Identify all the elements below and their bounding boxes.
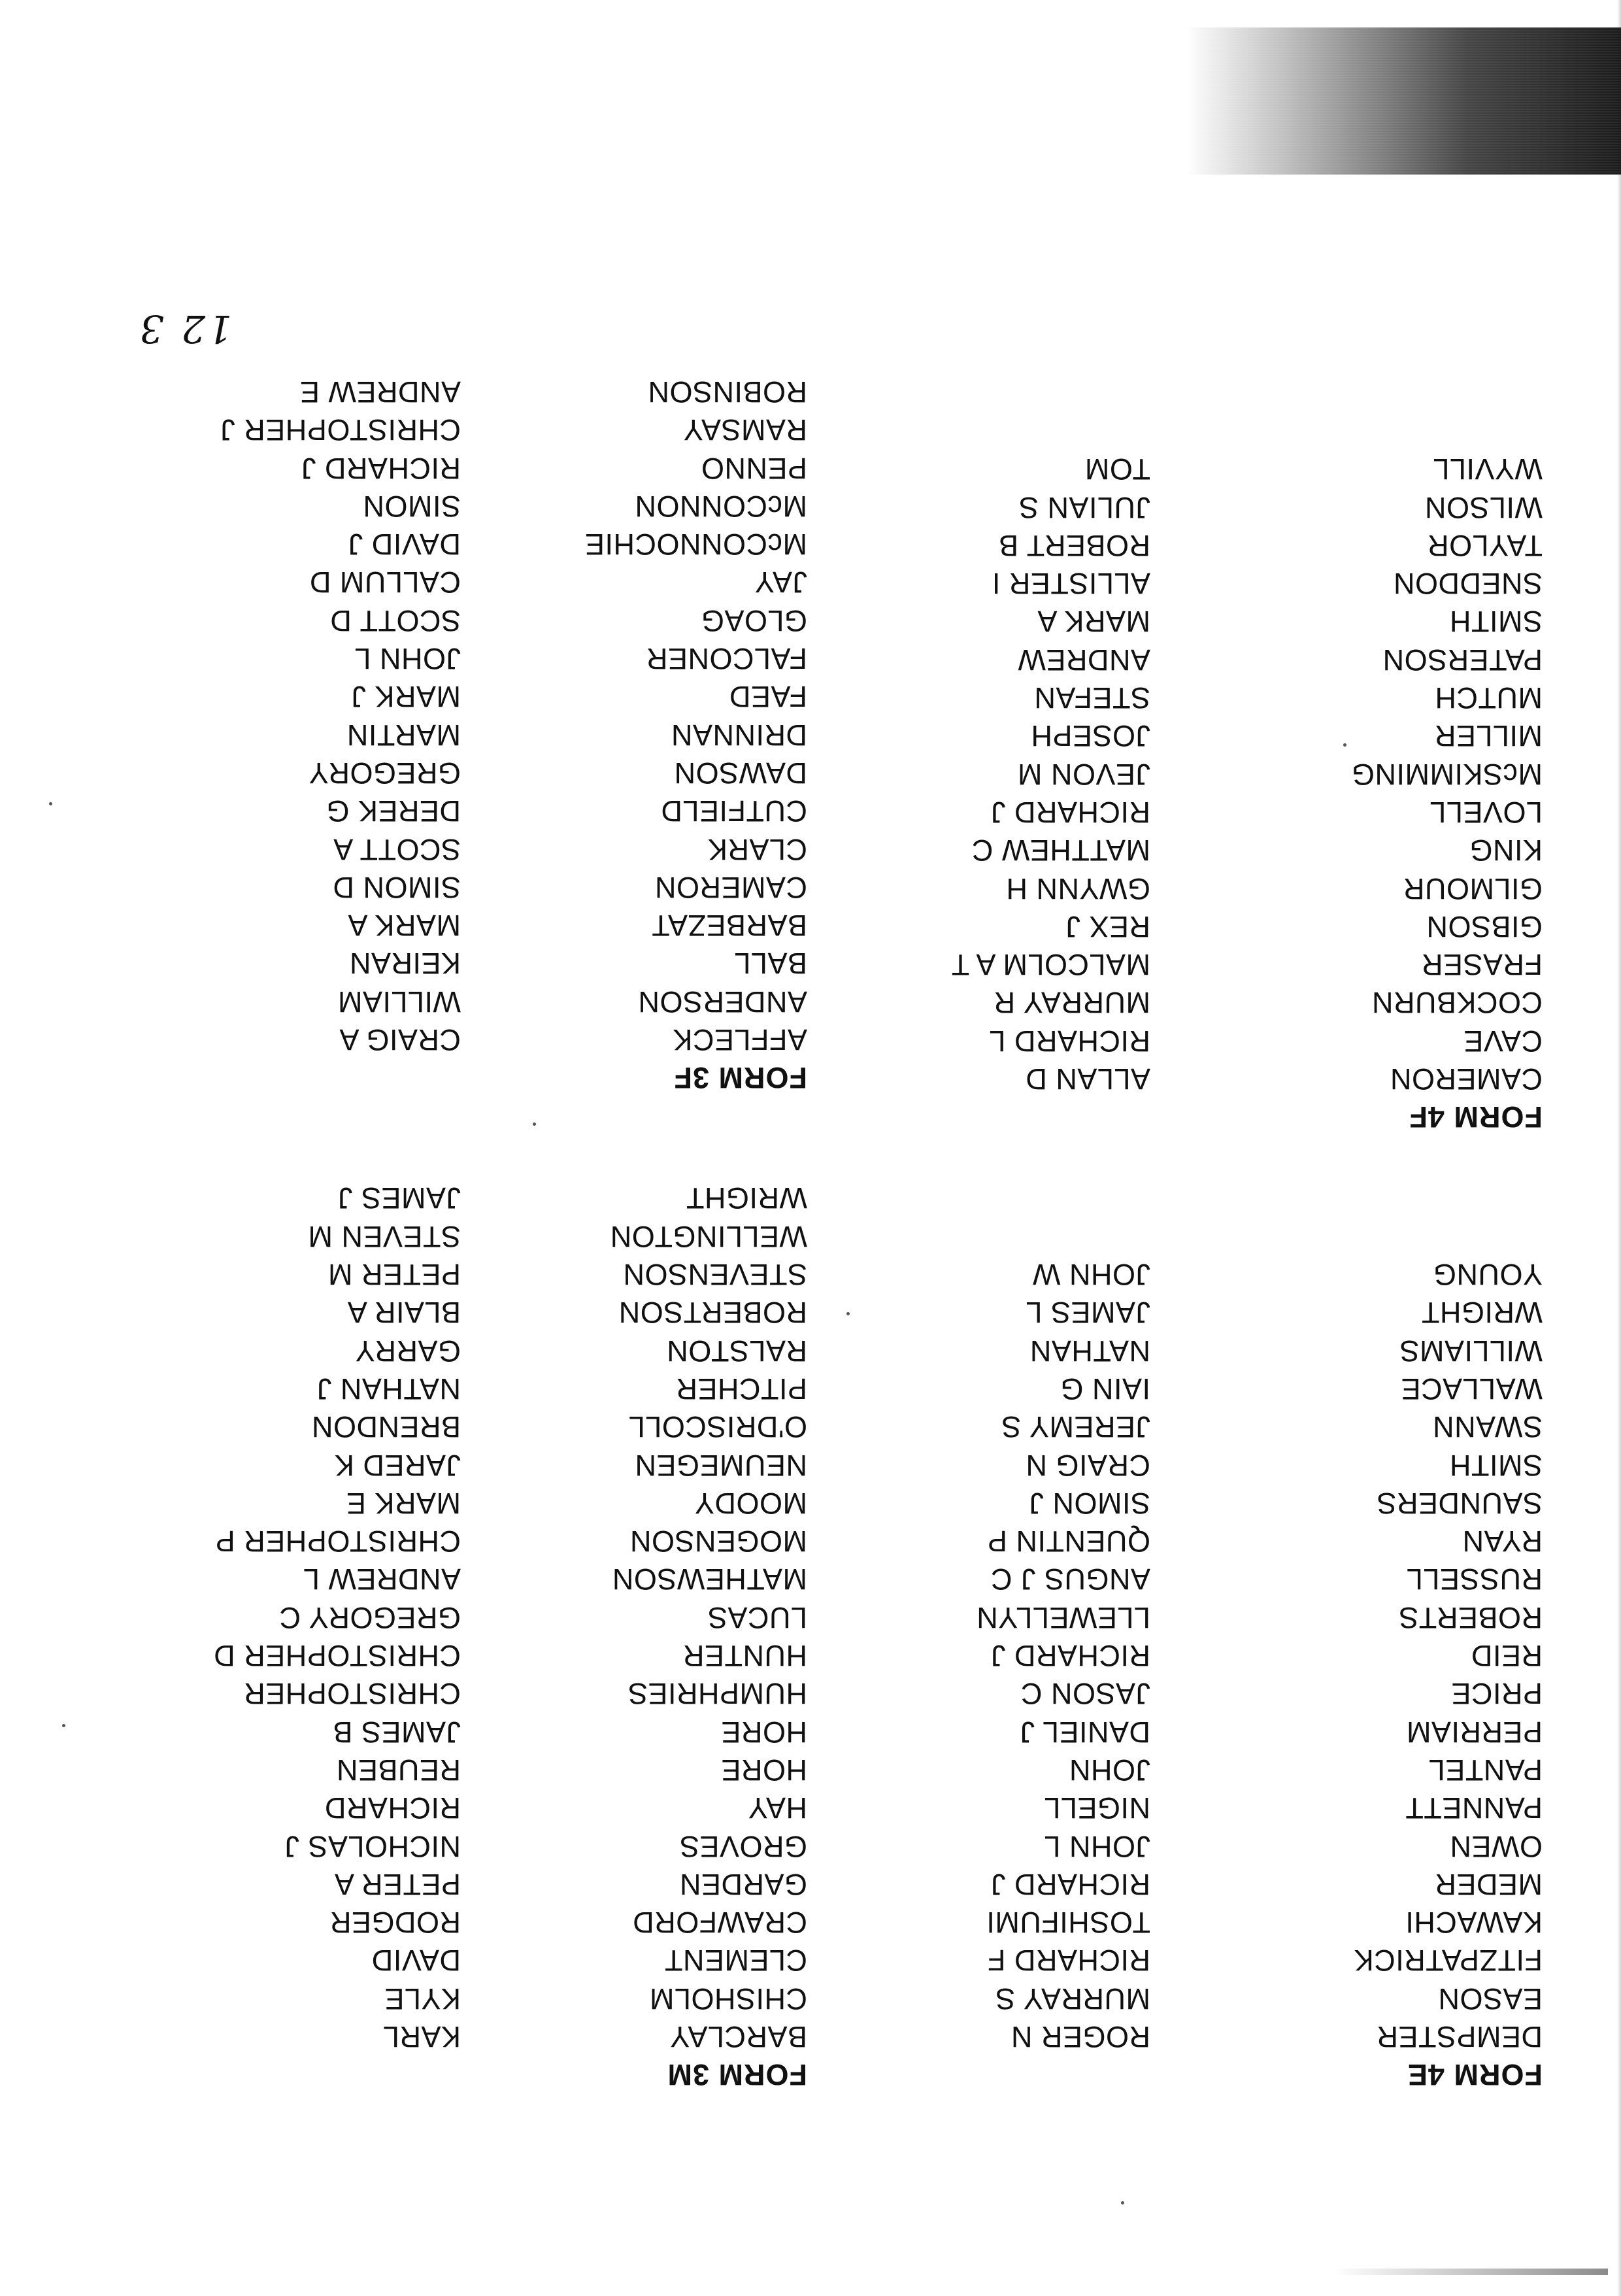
- list-item: HORE: [720, 1715, 807, 1749]
- list-item: RODGER: [329, 1906, 461, 1940]
- first-name-list: [951, 450, 1150, 1098]
- list-item: McCONNON: [635, 489, 807, 523]
- list-item: WILLIAM: [337, 985, 461, 1019]
- list-item: WRIGHT: [686, 1181, 807, 1215]
- list-item: DRINNAN: [671, 718, 807, 752]
- list-item: LUCAS: [707, 1600, 807, 1634]
- list-item: TOM: [1084, 452, 1150, 486]
- list-item: GIBSON: [1426, 909, 1543, 943]
- list-item: CAMERON: [1390, 1062, 1543, 1096]
- list-item: DAVID J: [348, 528, 461, 562]
- list-item: MEDER: [1434, 1867, 1543, 1901]
- list-item: RICHARD J: [301, 451, 461, 485]
- list-item: MURRAY S: [995, 1982, 1150, 2016]
- list-item: TAYLOR: [1427, 528, 1543, 562]
- list-item: HUMPHRIES: [627, 1677, 807, 1711]
- list-item: FAED: [729, 680, 807, 714]
- first-name-list: [977, 1255, 1150, 2055]
- list-item: MARK J: [350, 680, 461, 714]
- list-item: CHRISTOPHER D: [213, 1639, 461, 1673]
- list-item: KYLE: [384, 1982, 461, 2016]
- list-item: ANGUS J C: [990, 1562, 1150, 1596]
- list-item: JOHN L: [1043, 1829, 1150, 1863]
- list-item: SIMON: [362, 489, 461, 523]
- list-item: MARK E: [346, 1486, 461, 1520]
- list-item: NEUMEGEN: [634, 1448, 807, 1482]
- list-item: ROBERTSON: [618, 1296, 807, 1330]
- list-item: FALCONER: [646, 642, 807, 676]
- list-item: JAY: [754, 566, 807, 599]
- list-item: JULIAN S: [1018, 490, 1150, 524]
- list-item: RUSSELL: [1406, 1562, 1543, 1596]
- list-item: AFFLECK: [672, 1023, 807, 1056]
- list-item: BALL: [733, 947, 807, 981]
- first-name-list: [220, 373, 461, 1058]
- list-item: ROBINSON: [647, 375, 807, 409]
- list-item: JAMES J: [337, 1181, 461, 1215]
- list-item: BARCLAY: [669, 2020, 807, 2053]
- list-item: WILSON: [1424, 490, 1543, 524]
- list-item: JAMES L: [1025, 1296, 1150, 1330]
- surname-list: [585, 373, 808, 1058]
- list-item: MOODY: [694, 1486, 807, 1520]
- list-item: MARK A: [1037, 605, 1150, 639]
- list-item: PETER A: [334, 1867, 461, 1901]
- list-item: CHRISTOPHER J: [220, 413, 461, 447]
- list-item: JOHN L: [354, 642, 461, 676]
- list-item: SMITH: [1449, 1448, 1543, 1482]
- list-item: DEMPSTER: [1376, 2020, 1543, 2053]
- list-item: WILLIAMS: [1399, 1334, 1543, 1368]
- scan-shadow: [1186, 27, 1621, 175]
- list-item: JEREMY S: [1001, 1410, 1150, 1444]
- list-item: REX J: [1065, 909, 1150, 943]
- list-item: QUENTIN P: [987, 1525, 1150, 1559]
- list-item: RICHARD J: [990, 1639, 1150, 1673]
- list-item: CAVE: [1463, 1024, 1543, 1058]
- list-item: MARK A: [347, 909, 461, 943]
- list-item: ANDREW L: [303, 1562, 461, 1596]
- list-item: CRAIG A: [339, 1023, 461, 1056]
- list-item: PETER M: [327, 1258, 461, 1292]
- list-item: ALLAN D: [1025, 1062, 1150, 1096]
- list-item: WELLINGTON: [610, 1219, 807, 1253]
- scan-speck: [846, 1312, 850, 1315]
- list-item: CLEMENT: [664, 1944, 807, 1978]
- list-item: STEVEN M: [307, 1219, 461, 1253]
- form-heading: FORM 3M: [667, 2058, 807, 2091]
- scan-speck: [533, 1123, 536, 1126]
- list-item: GLOAG: [701, 603, 807, 637]
- scan-speck: [49, 802, 52, 805]
- list-item: ROBERTS: [1398, 1600, 1543, 1634]
- list-item: CRAIG N: [1025, 1448, 1150, 1482]
- list-item: DEREK G: [326, 794, 461, 828]
- form-heading: FORM 3F: [673, 1061, 807, 1094]
- list-item: GARRY: [355, 1334, 461, 1368]
- list-item: GWYNN H: [1006, 871, 1150, 905]
- list-item: MURRAY R: [994, 986, 1150, 1020]
- form-heading: FORM 4E: [1407, 2058, 1543, 2091]
- list-item: CUTFIELD: [660, 794, 807, 828]
- list-item: NATHAN J: [316, 1372, 461, 1406]
- list-item: SNEDDON: [1393, 567, 1543, 601]
- scan-smudge: [1333, 2269, 1608, 2275]
- surname-list: [1352, 450, 1543, 1098]
- first-name-list: [214, 1179, 461, 2055]
- list-item: PATERSON: [1382, 643, 1543, 677]
- list-item: COCKBURN: [1371, 986, 1543, 1020]
- list-item: SIMON J: [1028, 1486, 1150, 1520]
- list-item: STEFAN: [1033, 681, 1150, 715]
- list-item: GROVES: [679, 1829, 807, 1863]
- list-item: RICHARD L: [988, 1024, 1150, 1058]
- list-item: LOVELL: [1429, 795, 1543, 829]
- list-item: CHRISTOPHER: [243, 1677, 461, 1711]
- list-item: EASON: [1437, 1982, 1543, 2016]
- list-item: WALLACE: [1401, 1372, 1543, 1406]
- page-number: 12 3: [137, 307, 232, 351]
- list-item: WYVILL: [1432, 452, 1543, 486]
- list-item: YOUNG: [1433, 1258, 1543, 1292]
- scan-edge: [1617, 0, 1621, 2296]
- list-item: MUTCH: [1435, 681, 1543, 715]
- list-item: ANDREW E: [299, 375, 461, 409]
- list-item: IAIN G: [1060, 1372, 1150, 1406]
- list-item: HAY: [748, 1791, 807, 1825]
- list-item: KARL: [382, 2020, 461, 2053]
- list-item: REUBEN: [336, 1753, 461, 1787]
- list-item: ROBERT B: [998, 528, 1150, 562]
- list-item: NICHOLAS J: [284, 1829, 461, 1863]
- list-item: McCONNOCHIE: [584, 528, 807, 562]
- list-item: RICHARD: [324, 1791, 461, 1825]
- list-item: JOSEPH: [1030, 719, 1150, 753]
- list-item: CAMERON: [654, 870, 807, 904]
- list-item: TOSHIFUMI: [986, 1906, 1150, 1940]
- list-item: FITZPATRICK: [1354, 1944, 1543, 1978]
- list-item: NATHAN: [1029, 1334, 1150, 1368]
- list-item: RICHARD J: [990, 1867, 1150, 1901]
- list-item: WRIGHT: [1421, 1296, 1543, 1330]
- list-item: MOGENSON: [629, 1525, 807, 1559]
- list-item: PANNETT: [1405, 1791, 1543, 1825]
- list-item: LLEWELLYN: [976, 1600, 1150, 1634]
- list-item: PITCHER: [675, 1372, 807, 1406]
- list-item: ANDREW: [1018, 643, 1150, 677]
- list-item: ROGER N: [1011, 2020, 1150, 2053]
- list-item: JOHN: [1069, 1753, 1150, 1787]
- list-item: CHISHOLM: [649, 1982, 807, 2016]
- list-item: SIMON D: [332, 870, 461, 904]
- list-item: HORE: [720, 1753, 807, 1787]
- list-item: JASON C: [1020, 1677, 1150, 1711]
- list-item: SCOTT D: [329, 603, 461, 637]
- list-item: FRASER: [1421, 948, 1543, 982]
- list-item: PENNO: [701, 451, 807, 485]
- list-item: GREGORY C: [279, 1600, 461, 1634]
- list-item: STEVENSON: [622, 1258, 807, 1292]
- form-heading: FORM 4F: [1409, 1100, 1543, 1134]
- list-item: RICHARD F: [987, 1944, 1150, 1978]
- list-item: GREGORY: [309, 756, 461, 790]
- list-item: BARBEZAT: [651, 909, 807, 943]
- list-item: PRICE: [1450, 1677, 1543, 1711]
- list-item: SAUNDERS: [1376, 1486, 1543, 1520]
- list-item: JOHN W: [1032, 1258, 1150, 1292]
- list-item: DAVID: [371, 1944, 461, 1978]
- list-item: McSKIMMING: [1351, 757, 1543, 791]
- list-item: KING: [1469, 834, 1543, 868]
- scan-speck: [1343, 743, 1346, 747]
- list-item: MATTHEW C: [971, 834, 1150, 868]
- list-item: MARTIN: [346, 718, 461, 752]
- list-item: PERRIAM: [1406, 1715, 1543, 1749]
- list-item: RAMSAY: [683, 413, 807, 447]
- list-item: JAMES B: [332, 1715, 461, 1749]
- list-item: MALCOLM A T: [951, 948, 1150, 982]
- list-item: DAWSON: [674, 756, 807, 790]
- list-item: GILMOUR: [1403, 871, 1543, 905]
- scan-speck: [1121, 2201, 1124, 2204]
- list-item: REID: [1471, 1639, 1543, 1673]
- list-item: RICHARD J: [990, 795, 1150, 829]
- list-item: KEIRAN: [349, 947, 461, 981]
- list-item: JARED K: [334, 1448, 461, 1482]
- list-item: CHRISTOPHER P: [215, 1525, 461, 1559]
- list-item: SMITH: [1449, 605, 1543, 639]
- list-item: RYAN: [1462, 1525, 1543, 1559]
- list-item: CALLUM D: [309, 566, 461, 599]
- list-item: ANDERSON: [637, 985, 807, 1019]
- list-item: BLAIR A: [347, 1296, 461, 1330]
- list-item: SWANN: [1432, 1410, 1543, 1444]
- surname-list: [1354, 1255, 1543, 2055]
- list-item: RALSTON: [666, 1334, 807, 1368]
- list-item: SCOTT A: [333, 832, 461, 866]
- list-item: MATHEWSON: [612, 1562, 807, 1596]
- list-item: MILLER: [1434, 719, 1543, 753]
- list-item: KAWACHI: [1405, 1906, 1543, 1940]
- list-item: HUNTER: [682, 1639, 807, 1673]
- list-item: GARDEN: [679, 1867, 807, 1901]
- list-item: DANIEL J: [1020, 1715, 1150, 1749]
- list-item: NIGELL: [1043, 1791, 1150, 1825]
- list-item: JEVON M: [1017, 757, 1150, 791]
- list-item: OWEN: [1450, 1829, 1543, 1863]
- list-item: PANTEL: [1428, 1753, 1543, 1787]
- scan-speck: [62, 1724, 65, 1727]
- list-item: ALLISTER I: [992, 567, 1150, 601]
- list-item: CLARK: [707, 832, 807, 866]
- list-item: BRENDON: [311, 1410, 461, 1444]
- list-item: O'DRISCOLL: [628, 1410, 807, 1444]
- surname-list: [610, 1179, 807, 2055]
- list-item: CRAWFORD: [632, 1906, 807, 1940]
